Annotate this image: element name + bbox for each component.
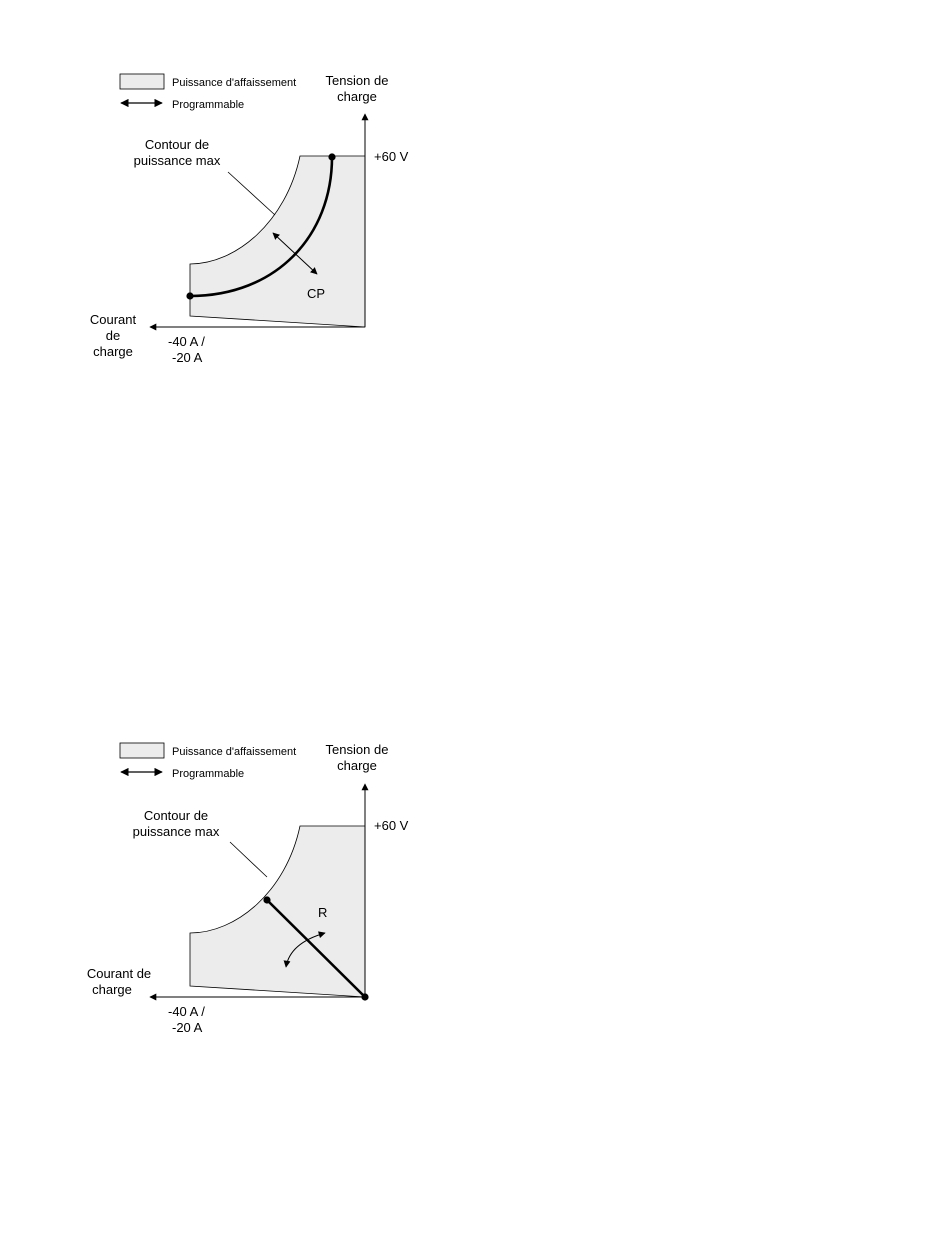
contour-pointer-line: [228, 172, 275, 215]
legend: [120, 743, 296, 780]
voltage-axis-label-line1: Tension de: [325, 742, 389, 757]
resistance-line-top-point: [263, 896, 270, 903]
contour-label-line2: puissance max: [133, 153, 221, 168]
r-mode-label: R: [318, 905, 328, 920]
contour-label-line1: Contour de: [144, 137, 210, 152]
legend-fill-label: Puissance d'affaissement: [172, 77, 297, 89]
contour-label-line1: Contour de: [143, 808, 209, 823]
voltage-axis-label-line2: charge: [337, 758, 377, 773]
r-mode-diagram: [87, 742, 409, 1035]
cp-mode-diagram: [90, 73, 409, 365]
voltage-axis-label-line2: charge: [337, 89, 377, 104]
contour-label-line2: puissance max: [132, 824, 220, 839]
resistance-line-origin-point: [361, 993, 368, 1000]
cp-curve-top-point: [328, 153, 335, 160]
voltage-limit-label: +60 V: [374, 818, 409, 833]
legend-fill-swatch: [120, 743, 164, 758]
legend-arrow-label: Programmable: [172, 99, 245, 111]
current-limit-label-line1: -40 A /: [168, 1004, 205, 1019]
legend-fill-label: Puissance d'affaissement: [172, 746, 297, 758]
current-limit-label-line1: -40 A /: [168, 334, 205, 349]
current-axis-label-line1: Courant de: [86, 966, 152, 981]
current-axis-label-line2: charge: [92, 982, 132, 997]
voltage-axis-label-line1: Tension de: [325, 73, 389, 88]
current-limit-label-line2: -20 A: [172, 350, 203, 365]
current-limit-label-line2: -20 A: [172, 1020, 203, 1035]
current-axis-label-line2: de: [105, 328, 121, 343]
cp-curve-end-point: [186, 292, 193, 299]
legend-fill-swatch: [120, 74, 164, 89]
legend-arrow-label: Programmable: [172, 768, 245, 780]
current-axis-label-line1: Courant: [89, 312, 137, 327]
legend: [120, 74, 296, 111]
sink-power-region: [190, 156, 365, 327]
current-axis-label-line3: charge: [93, 344, 133, 359]
cp-mode-label: CP: [307, 286, 326, 301]
contour-pointer-line: [230, 842, 267, 877]
voltage-limit-label: +60 V: [374, 149, 409, 164]
